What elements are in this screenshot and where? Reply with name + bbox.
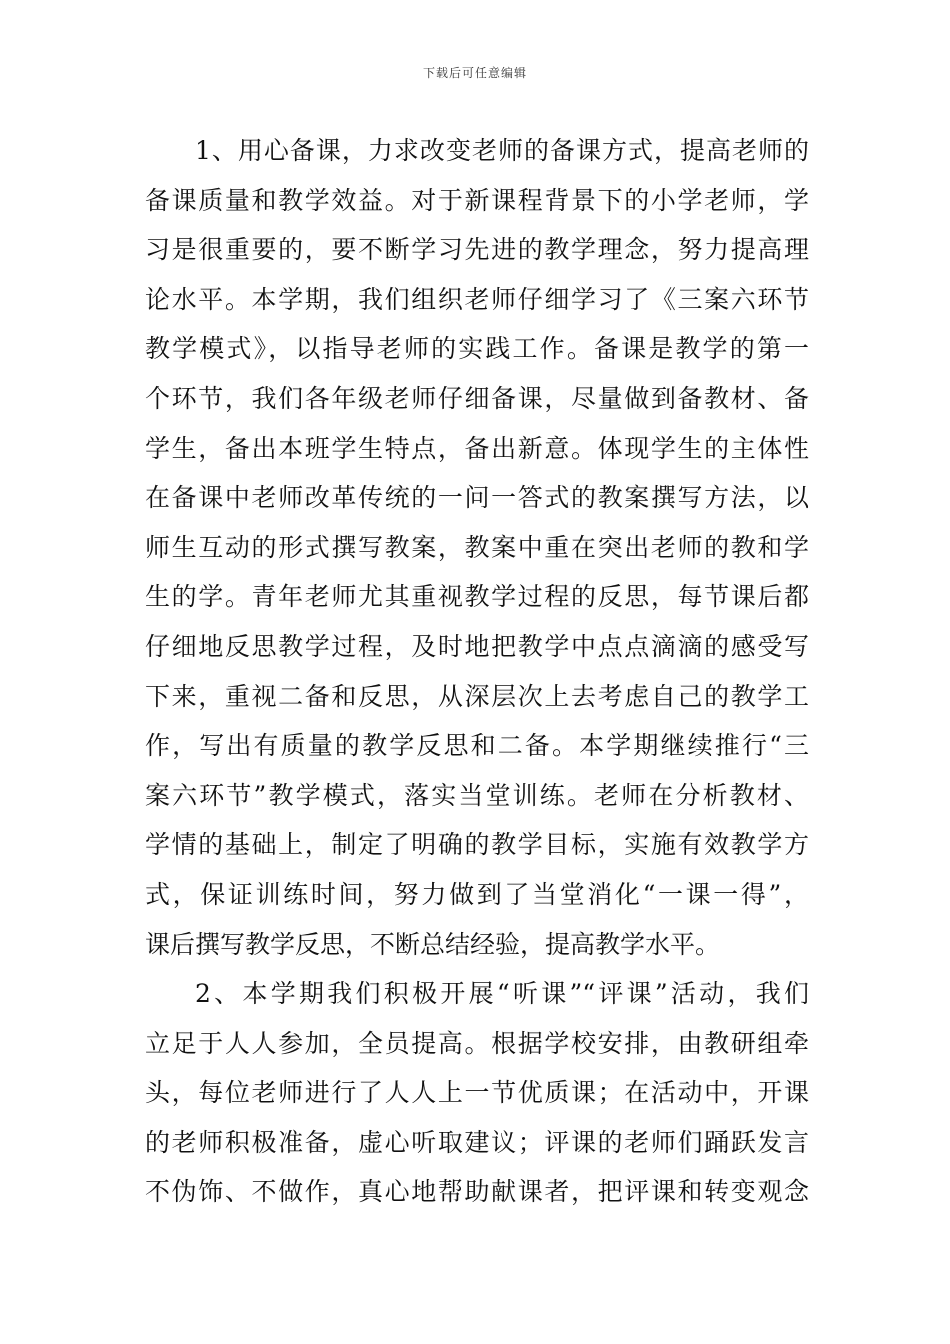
text-line: 学生，备出本班学生特点，备出新意。体现学生的主体性 [145, 433, 809, 463]
text-line: 2、本学期我们积极开展“听课”“评课”活动，我们 [195, 979, 809, 1009]
paragraph-1 [145, 126, 809, 969]
text-line: 式，保证训练时间，努力做到了当堂消化“一课一得”， [145, 879, 809, 909]
paragraph-2 [145, 969, 809, 1217]
text-line: 不伪饰、不做作，真心地帮助献课者，把评课和转变观念 [145, 1177, 809, 1207]
text-line: 习是很重要的，要不断学习先进的教学理念，努力提高理 [145, 235, 809, 265]
text-line: 仔细地反思教学过程，及时地把教学中点点滴滴的感受写 [145, 631, 809, 661]
text-line: 论水平。本学期，我们组织老师仔细学习了《三案六环节 [145, 284, 809, 314]
text-line: 师生互动的形式撰写教案，教案中重在突出老师的教和学 [145, 532, 809, 562]
text-line: 教学模式》，以指导老师的实践工作。备课是教学的第一 [145, 334, 809, 364]
text-line: 下来，重视二备和反思，从深层次上去考虑自己的教学工 [145, 681, 809, 711]
text-line: 课后撰写教学反思，不断总结经验，提高教学水平。 [145, 929, 721, 959]
text-line: 作，写出有质量的教学反思和二备。本学期继续推行“三 [145, 731, 809, 761]
text-line: 学情的基础上，制定了明确的教学目标，实施有效教学方 [145, 830, 809, 860]
text-line: 备课质量和教学效益。对于新课程背景下的小学老师，学 [145, 185, 809, 215]
text-line: 个环节，我们各年级老师仔细备课，尽量做到备教材、备 [145, 383, 809, 413]
text-line: 生的学。青年老师尤其重视教学过程的反思，每节课后都 [145, 582, 809, 612]
text-line: 案六环节”教学模式，落实当堂训练。老师在分析教材、 [145, 780, 809, 810]
text-line: 在备课中老师改革传统的一问一答式的教案撰写方法，以 [145, 483, 809, 513]
page-header: 下载后可任意编辑 [422, 66, 527, 80]
text-line: 立足于人人参加，全员提高。根据学校安排，由教研组牵 [145, 1028, 809, 1058]
document-body [145, 126, 809, 1217]
text-line: 1、用心备课，力求改变老师的备课方式，提高老师的 [195, 136, 809, 165]
text-line: 头，每位老师进行了人人上一节优质课；在活动中，开课 [145, 1078, 809, 1108]
text-line: 的老师积极准备，虚心听取建议；评课的老师们踊跃发言 [145, 1127, 809, 1157]
